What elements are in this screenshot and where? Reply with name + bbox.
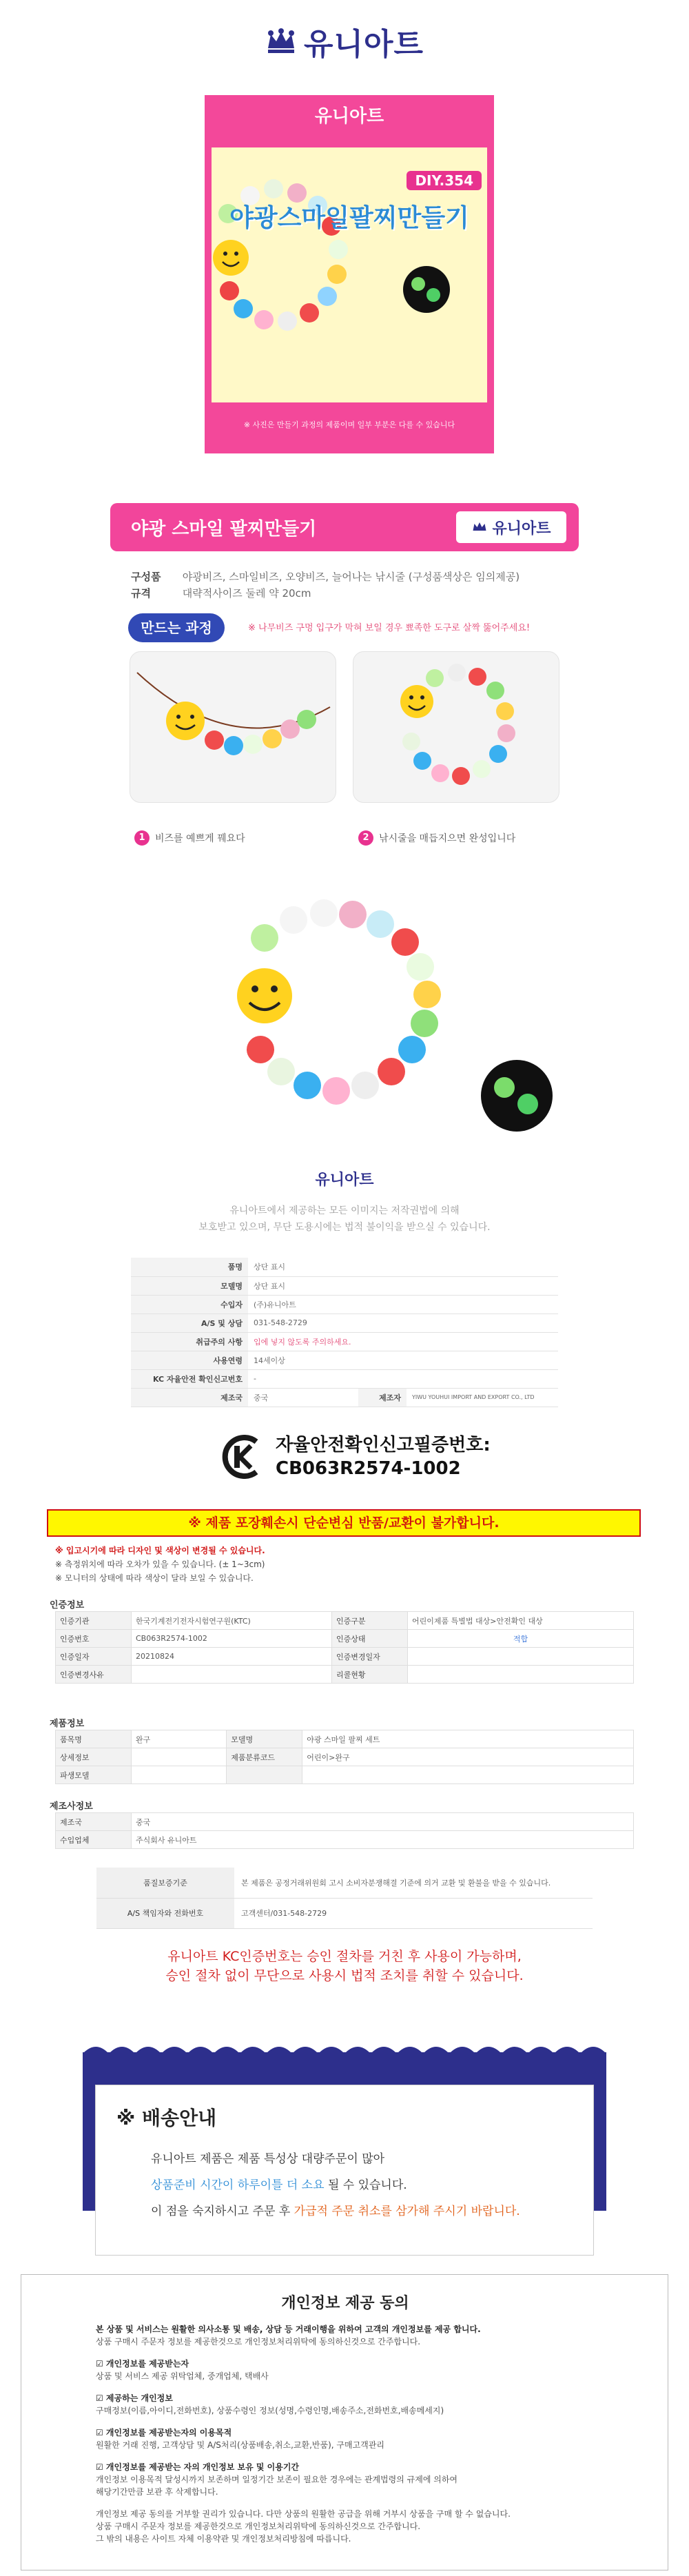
table-value-cell: 20210824 xyxy=(132,1648,332,1666)
table-row xyxy=(56,1730,634,1748)
table-value-cell: 본 제품은 공정거래위원회 고시 소비자분쟁해결 기준에 의거 교환 및 환불을 받을 수 있습니다. xyxy=(234,1868,593,1898)
table-row xyxy=(96,1898,593,1928)
table-row xyxy=(56,1612,634,1630)
title-brand-name: 유니아트 xyxy=(492,520,551,538)
shipping-title: ※ 배송안내 xyxy=(116,2107,217,2129)
table-value-cell: 야광 스마일 팔찌 세트 xyxy=(302,1730,634,1748)
title-brand-tag xyxy=(456,511,566,543)
table-value-cell: 주식회사 유니아트 xyxy=(132,1831,634,1849)
kc-usage-notice xyxy=(0,1947,689,1985)
finished-bracelet-illustration xyxy=(179,889,565,1137)
table-key-cell: 제품분류코드 xyxy=(227,1748,302,1766)
table-key-cell: 취급주의 사항 xyxy=(131,1332,248,1351)
table-value-cell: 고객센터/031-548-2729 xyxy=(234,1898,593,1928)
table-row xyxy=(56,1831,634,1849)
shipping-notice-box xyxy=(95,2085,594,2256)
warning-line: ※ 입고시기에 따라 디자인 및 색상이 변경될 수 있습니다. xyxy=(55,1546,265,1555)
finished-bracelet-image xyxy=(179,889,565,1137)
copyright-notice xyxy=(0,1203,689,1236)
step-2-illustration xyxy=(353,652,559,803)
table-key-cell: 상세정보 xyxy=(56,1748,132,1766)
brand-name: 유니아트 xyxy=(303,27,424,62)
table-key-cell: 제조자 xyxy=(358,1388,407,1407)
package-title: 야광스마일팔찌만들기 xyxy=(229,204,469,232)
step-2-caption xyxy=(358,830,515,846)
kc-mark-icon xyxy=(220,1435,265,1479)
table-key-cell: 인증변경사유 xyxy=(56,1666,132,1684)
table-key-cell xyxy=(227,1766,302,1784)
table-value-cell: (주)유니아트 xyxy=(248,1295,558,1313)
table-value-cell xyxy=(407,1648,633,1666)
step-text: 비즈를 예쁘게 꿰요다 xyxy=(155,833,245,844)
warning-line: ※ 측정위치에 따라 오차가 있을 수 있습니다. (± 1~3cm) xyxy=(55,1560,265,1569)
table-value-cell xyxy=(132,1666,332,1684)
table-value-cell xyxy=(132,1748,227,1766)
table-row xyxy=(131,1369,558,1388)
table-row xyxy=(56,1766,634,1784)
table-key-cell: 인증번호 xyxy=(56,1630,132,1648)
maker-table xyxy=(55,1812,634,1849)
table-value-cell: 중국 xyxy=(248,1388,358,1407)
step-text: 낚시줄을 매듭지으면 완성입니다 xyxy=(379,833,516,844)
cert-table xyxy=(55,1611,634,1684)
table-value-cell xyxy=(302,1766,634,1784)
kc-notice-line-1: 유니아트 KC인증번호는 승인 절차를 거친 후 사용이 가능하며, xyxy=(167,1949,522,1964)
warning-list xyxy=(55,1544,265,1585)
step-number: 1 xyxy=(134,830,150,846)
copyright-line-2: 보호받고 있으며, 무단 도용시에는 법적 불이익을 받으실 수 있습니다. xyxy=(198,1222,491,1233)
warning-line: ※ 모니터의 상태에 따라 색상이 달라 보일 수 있습니다. xyxy=(55,1573,254,1583)
table-row xyxy=(131,1351,558,1369)
table-key-cell: 모델명 xyxy=(131,1276,248,1295)
product-detail-table xyxy=(55,1730,634,1784)
step-1-image xyxy=(130,651,336,803)
table-key-cell: 인증기관 xyxy=(56,1612,132,1630)
table-row xyxy=(56,1666,634,1684)
product-name: 야광 스마일 팔찌만들기 xyxy=(131,519,317,540)
table-key-cell: 리콜현황 xyxy=(331,1666,407,1684)
table-key-cell: 인증변경일자 xyxy=(331,1648,407,1666)
privacy-consent-box xyxy=(21,2274,668,2570)
table-value-cell: 중국 xyxy=(132,1813,634,1831)
table-key-cell: 수입자 xyxy=(131,1295,248,1313)
table-value-cell: CB063R2574-1002 xyxy=(132,1630,332,1648)
process-note: ※ 나무비즈 구멍 입구가 막혀 보일 경우 뾰족한 도구로 살짝 뚫어주세요! xyxy=(248,623,531,633)
table-row xyxy=(131,1313,558,1332)
step-number: 2 xyxy=(358,830,373,846)
copyright-line-1: 유니아트에서 제공하는 모든 이미지는 저작권법에 의해 xyxy=(229,1205,460,1216)
product-info-section-title: 제품정보 xyxy=(50,1719,85,1729)
table-key-cell: KC 자율안전 확인신고번호 xyxy=(131,1369,248,1388)
kc-certification xyxy=(220,1433,491,1480)
table-value-cell xyxy=(407,1666,633,1684)
product-package-image xyxy=(205,95,494,453)
table-key-cell: A/S 책임자와 전화번호 xyxy=(96,1898,234,1928)
table-key-cell: 제조국 xyxy=(131,1388,248,1407)
shipping-line-2: 상품준비 시간이 하루이틀 더 소요 될 수 있습니다. xyxy=(151,2178,407,2192)
table-key-cell: 품질보증기준 xyxy=(96,1868,234,1898)
table-row xyxy=(56,1630,634,1648)
table-value-cell: 상단 표시 xyxy=(248,1258,558,1276)
step-1-caption xyxy=(134,830,245,846)
table-key-cell: 품목명 xyxy=(56,1730,132,1748)
kc-label: 자율안전확인신고필증번호: xyxy=(276,1435,491,1455)
spec-value: 대략적사이즈 둘레 약 20cm xyxy=(182,587,311,600)
table-row xyxy=(56,1648,634,1666)
crown-icon xyxy=(471,520,488,534)
kc-notice-line-2: 승인 절차 없이 무단으로 사용시 법적 조치를 취할 수 있습니다. xyxy=(165,1968,524,1983)
privacy-body: 본 상품 및 서비스는 원활한 의사소통 및 배송, 상담 등 거래이행을 위하여 고객의 개인정보를 제공 합니다. 상품 구매시 주문자 정보를 제공한것으로 개인정보처리위탁에 동의하신것으로 간주합니다. ☑ 개인정보를 제공받는자 상품 및 서비스 제공 위탁업체, 중개업체, 택배사 ☑ 제공하는 개인정보 구매정보(이름,아이디,전화번호), 상품수령인 정보(성명,수령인명,배송주소,전화번호,배송메세지) ☑ 개인정보를 제공받는자의 이용목적 원활한 거래 진행, 고객상담 및 A/S처리(상품배송,취소,교환,반품), 구매고객관리 ☑ 개인정보를 제공받는 자의 개인정보 보유 및 이용기간 개인정보 이용목적 달성시까지 보존하며 일정기간 보존이 필요한 경우에는 관계법령의 규제에 의하여 해당기간만큼 보관 후 삭제합니다. 개인정보 제공 동의를 거부할 권리가 있습니다. 다만 상품의 원활한 공급을 위해 거부시 상품을 구매 할 수 없습니다. 상품 구매시 주문자 정보를 제공한것으로 개인정보처리위탁에 동의하신것으로 간주합니다. 그 밖의 내용은 사이트 자체 이용약관 및 개인정보처리방침에 따릅니다. xyxy=(96,2324,511,2544)
table-row xyxy=(131,1388,558,1407)
table-key-cell: 사용연령 xyxy=(131,1351,248,1369)
table-value-cell: 입에 넣지 않도록 주의하세요. xyxy=(248,1332,558,1351)
process-badge: 만드는 과정 xyxy=(128,613,225,642)
copyright-logo xyxy=(0,1168,689,1189)
crown-icon xyxy=(265,28,297,55)
spec-components xyxy=(131,569,520,584)
table-value-cell: 한국기계전기전자시험연구원(KTC) xyxy=(132,1612,332,1630)
table-value-cell: YIWU YOUHUI IMPORT AND EXPORT CO., LTD xyxy=(407,1388,558,1407)
table-row xyxy=(56,1813,634,1831)
table-value-cell: 완구 xyxy=(132,1730,227,1748)
table-row xyxy=(56,1748,634,1766)
table-key-cell: 파생모델 xyxy=(56,1766,132,1784)
table-value-cell xyxy=(132,1766,227,1784)
product-info-table xyxy=(131,1258,558,1407)
table-row xyxy=(131,1276,558,1295)
brand-header xyxy=(0,19,689,63)
copyright-brand: 유니아트 xyxy=(315,1172,374,1189)
package-logo: 유니아트 xyxy=(314,106,384,127)
table-key-cell: 인증구분 xyxy=(331,1612,407,1630)
step-2-image xyxy=(353,651,559,803)
package-footnote: ※ 사진은 만들기 과정의 제품이며 일부 부분은 다를 수 있습니다 xyxy=(243,420,455,429)
table-value-cell: 적합 xyxy=(407,1630,633,1648)
brand-logo[interactable] xyxy=(265,19,424,63)
table-key-cell: 품명 xyxy=(131,1258,248,1276)
table-key-cell: 인증상태 xyxy=(331,1630,407,1648)
table-value-cell: 상단 표시 xyxy=(248,1276,558,1295)
table-key-cell: 수입업체 xyxy=(56,1831,132,1849)
return-warning-bar: ※ 제품 포장훼손시 단순변심 반품/교환이 불가합니다. xyxy=(47,1509,641,1537)
warranty-table xyxy=(96,1868,593,1929)
spec-value: 야광비즈, 스마일비즈, 오양비즈, 늘어나는 낚시줄 (구성품색상은 임의제공) xyxy=(182,571,520,583)
spec-key: 구성품 xyxy=(131,571,161,583)
table-value-cell: 어린이제품 특별법 대상>안전확인 대상 xyxy=(407,1612,633,1630)
wave-divider xyxy=(83,2040,606,2067)
table-row xyxy=(131,1295,558,1313)
shipping-text xyxy=(151,2146,520,2225)
table-value-cell: 031-548-2729 xyxy=(248,1313,558,1332)
table-value-cell: - xyxy=(248,1369,558,1388)
product-title-bar xyxy=(110,503,579,551)
table-row xyxy=(96,1868,593,1898)
kc-number: CB063R2574-1002 xyxy=(276,1458,461,1479)
cert-section-title: 인증정보 xyxy=(50,1600,85,1611)
diy-code-badge: DIY.354 xyxy=(407,171,482,190)
table-key-cell: 인증일자 xyxy=(56,1648,132,1666)
table-key-cell: 모델명 xyxy=(227,1730,302,1748)
privacy-title: 개인정보 제공 동의 xyxy=(281,2295,409,2312)
table-key-cell: A/S 및 상담 xyxy=(131,1313,248,1332)
spec-key: 규격 xyxy=(131,587,151,600)
table-row xyxy=(131,1258,558,1276)
table-value-cell: 14세이상 xyxy=(248,1351,558,1369)
spec-size xyxy=(131,586,311,600)
table-row xyxy=(131,1332,558,1351)
step-1-illustration xyxy=(130,652,336,803)
table-key-cell: 제조국 xyxy=(56,1813,132,1831)
shipping-line-3: 이 점을 숙지하시고 주문 후 가급적 주문 취소를 삼가해 주시기 바랍니다. xyxy=(151,2205,520,2218)
table-value-cell: 어린이>완구 xyxy=(302,1748,634,1766)
maker-section-title: 제조사정보 xyxy=(50,1801,93,1812)
shipping-line-1: 유니아트 제품은 제품 특성상 대량주문이 많아 xyxy=(151,2152,385,2166)
